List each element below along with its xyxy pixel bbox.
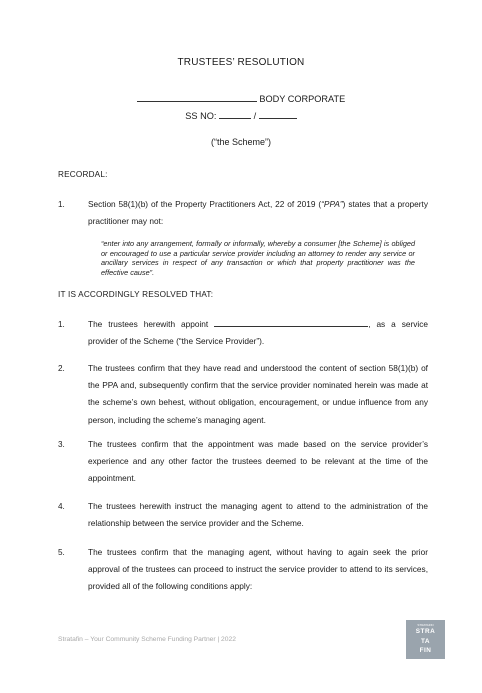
recordal-number: 1. bbox=[58, 200, 65, 209]
resolution-number-5: 5. bbox=[58, 548, 65, 557]
ss-no-blank-1 bbox=[219, 110, 251, 119]
recordal-text-b: ) states that a property practitioner may not: bbox=[88, 199, 428, 227]
logo-line-3: FIN bbox=[419, 647, 432, 655]
resolution-item-2: The trustees confirm that they have read and understood the content of section 58(1)(b) of the PPA and, subsequently confirm that the service provider nominated herein was made at the scheme’s own behest, without obligation, encouragement, or undue influence from any person, including the scheme’s managing agent. bbox=[88, 363, 428, 425]
logo-line-1: STRA bbox=[415, 628, 436, 635]
service-provider-blank bbox=[214, 318, 368, 327]
recordal-ppa: “PPA” bbox=[321, 199, 343, 209]
resolution-number-4: 4. bbox=[58, 502, 65, 511]
resolved-heading: IT IS ACCORDINGLY RESOLVED THAT: bbox=[58, 290, 214, 299]
scheme-definition: (“the Scheme”) bbox=[210, 137, 272, 147]
ss-no-separator: / bbox=[253, 111, 257, 121]
resolution-item-1 bbox=[88, 316, 428, 350]
ss-no-line bbox=[0, 110, 482, 121]
logo-line-2: TA bbox=[420, 637, 431, 645]
resolution-number-2: 2. bbox=[58, 364, 65, 373]
body-corporate-label: BODY CORPORATE bbox=[259, 94, 346, 104]
resolution-item-3: The trustees confirm that the appointment was made based on the service provider’s experience and any other factor the trustees deemed to be relevant at the time of the appointment. bbox=[88, 439, 428, 484]
stratafin-logo bbox=[406, 620, 445, 659]
recordal-heading: RECORDAL: bbox=[58, 170, 108, 179]
logo-top-text: STRATAFIN bbox=[417, 623, 434, 627]
resolution-number-1: 1. bbox=[58, 320, 65, 329]
footer-text: Stratafin – Your Community Scheme Funding Partner | 2022 bbox=[58, 636, 236, 643]
body-corporate-line bbox=[0, 93, 482, 104]
body-corporate-blank bbox=[137, 93, 257, 102]
resolution-number-3: 3. bbox=[58, 440, 65, 449]
document-title: TRUSTEES’ RESOLUTION bbox=[177, 57, 305, 68]
ss-no-blank-2 bbox=[259, 110, 297, 119]
resolution-1-text-b: , as a service provider of the Scheme (“the Service Provider”). bbox=[88, 319, 428, 347]
resolution-item-5: The trustees confirm that the managing agent, without having to again seek the prior approval of the trustees can proceed to instruct the service provider to attend to its services, provided all of the following conditions apply: bbox=[88, 547, 428, 592]
recordal-quote: “enter into any arrangement, formally or informally, whereby a consumer [the Scheme] is obliged or encouraged to use a particular service provider including an attorney to render any service or ancillary services in respect of any transaction or which that property practitioner was the effective cause”. bbox=[101, 239, 415, 277]
ss-no-label: SS NO: bbox=[185, 111, 217, 121]
resolution-1-text-a: The trustees herewith appoint bbox=[88, 319, 209, 329]
recordal-text bbox=[88, 196, 428, 230]
recordal-text-a: Section 58(1)(b) of the Property Practitioners Act, 22 of 2019 ( bbox=[88, 199, 322, 209]
resolution-item-4: The trustees herewith instruct the managing agent to attend to the administration of the relationship between the service provider and the Scheme. bbox=[88, 501, 428, 529]
